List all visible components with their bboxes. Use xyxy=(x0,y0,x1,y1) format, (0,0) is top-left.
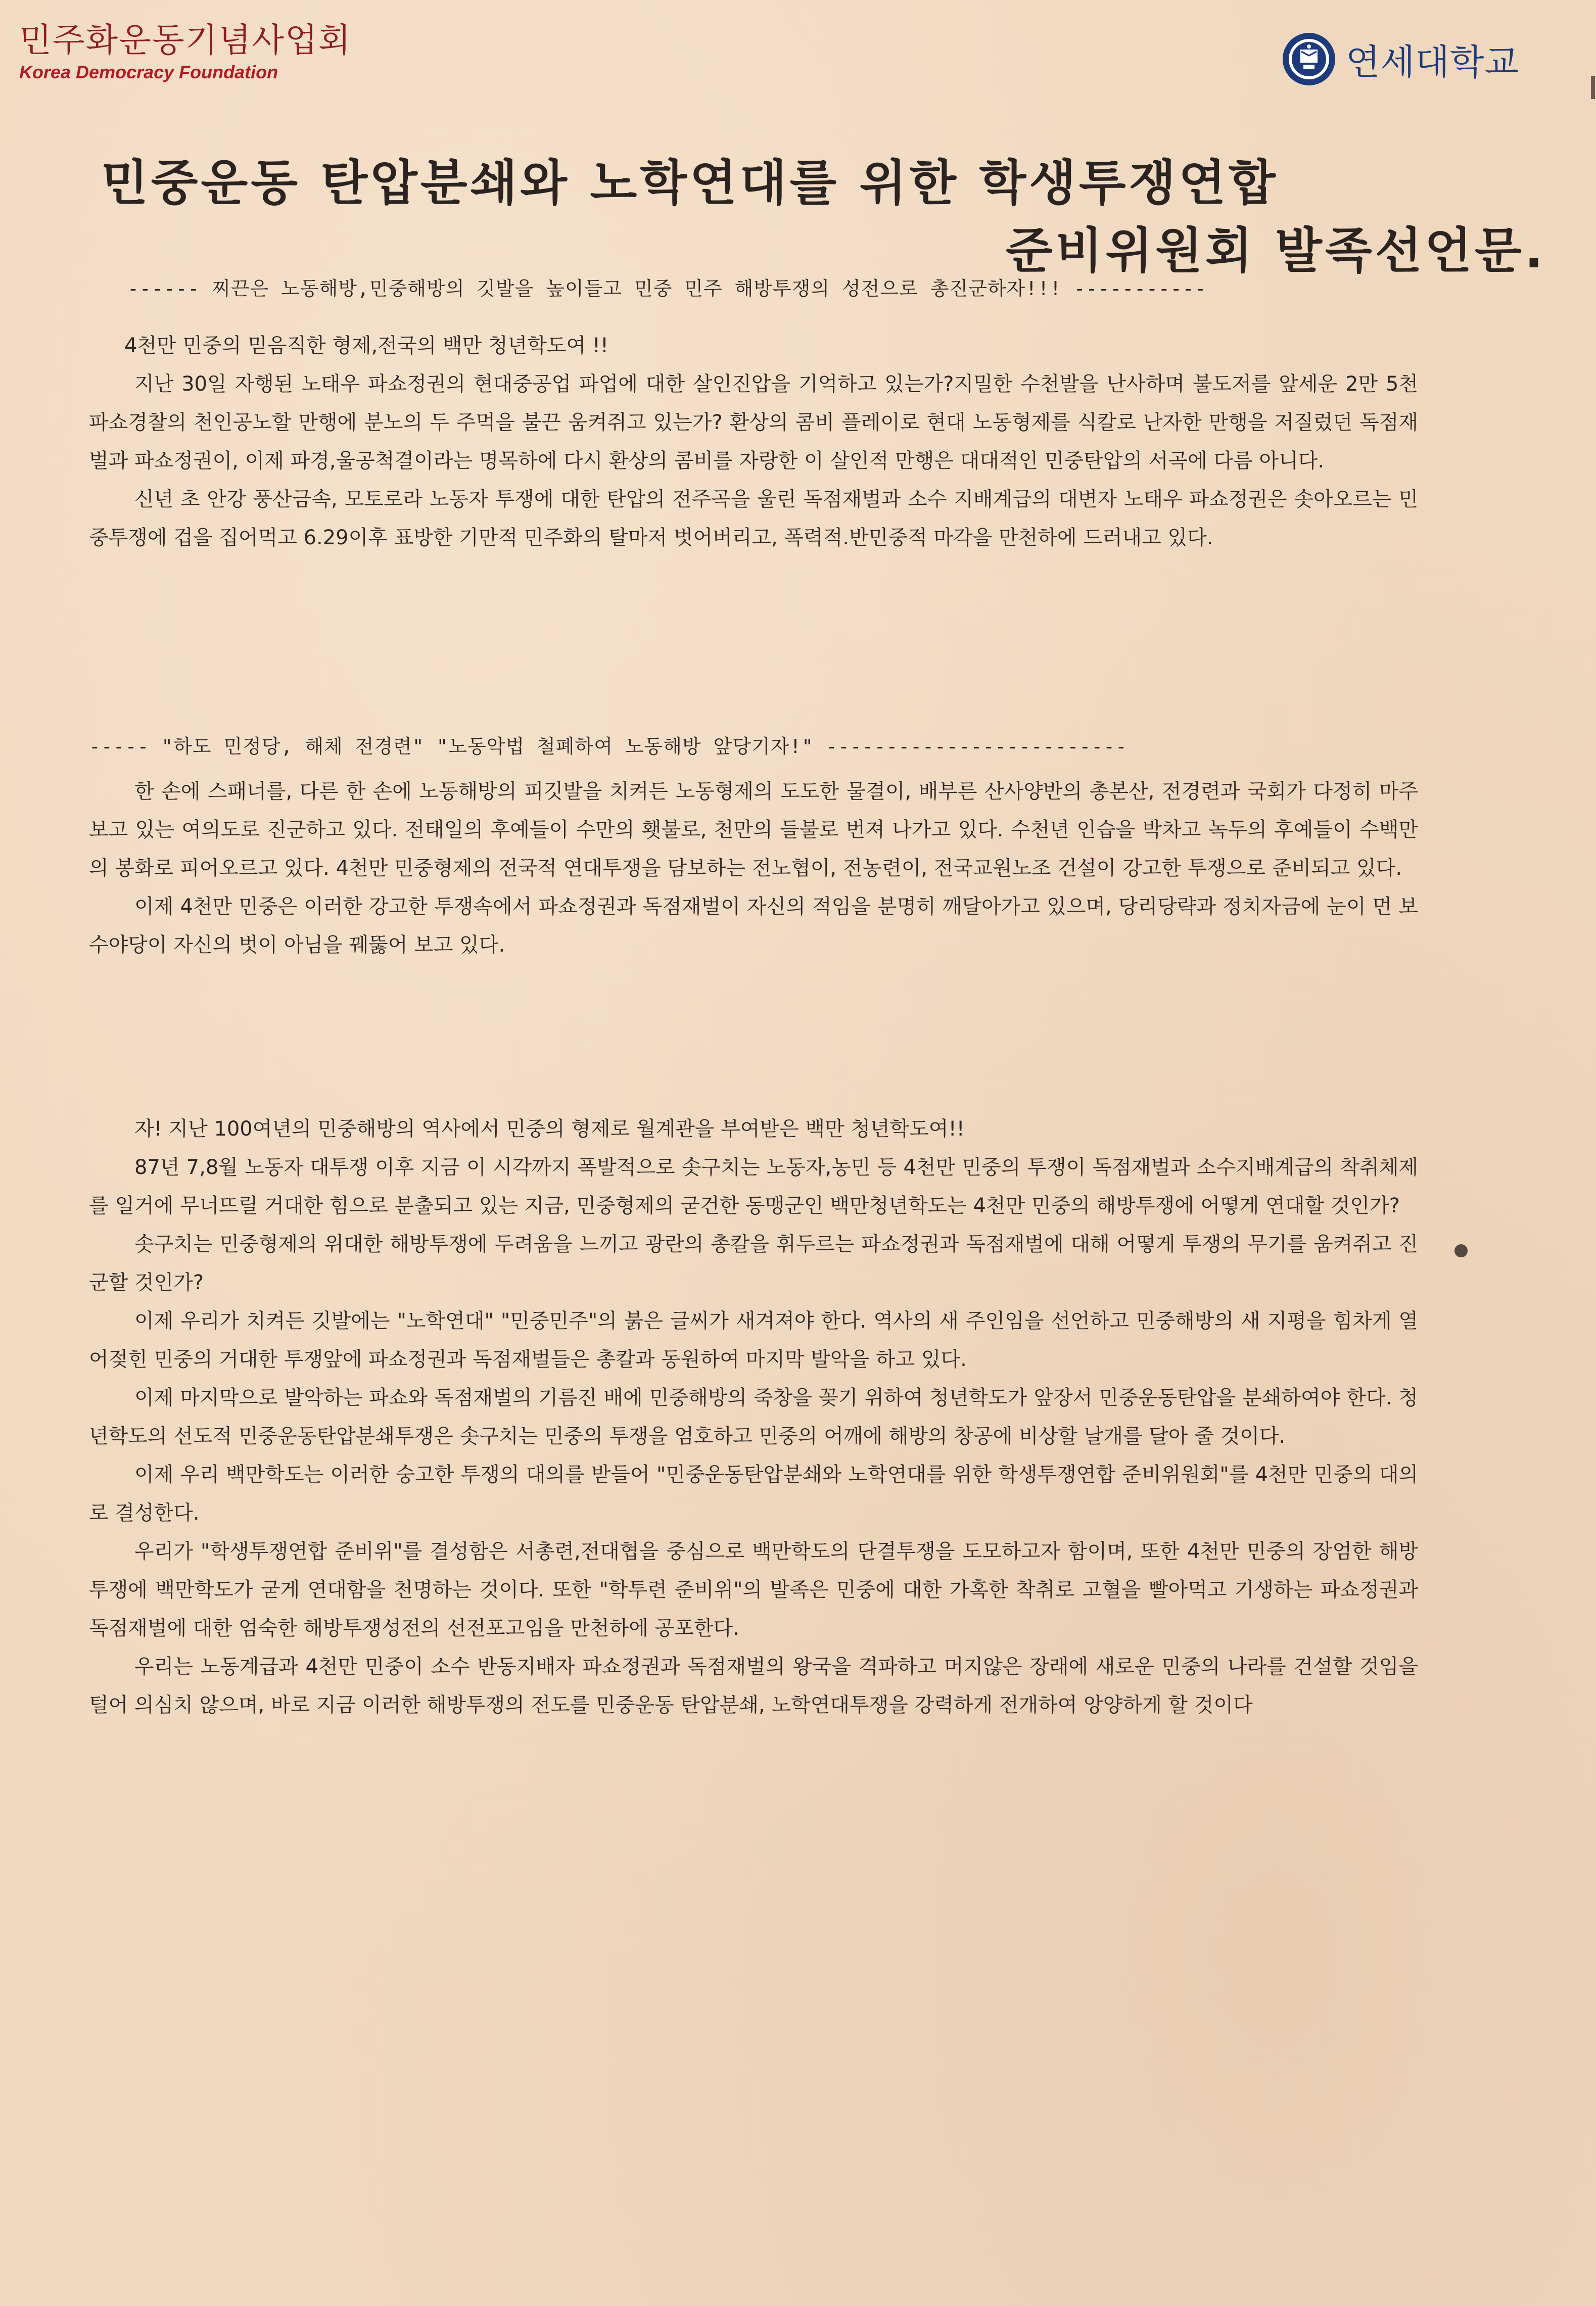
university-logo xyxy=(1281,26,1584,92)
university-name: 연세대학교 xyxy=(1346,41,1520,83)
foundation-korean-name: 민주화운동기념사업회 xyxy=(19,21,352,60)
document-subtitle: ------ 찌끈은 노동해방,민중해방의 깃발을 높이들고 민중 민주 해방투쟁의 성전으로 총진군하자!!! ----------- xyxy=(127,277,1207,300)
paragraph: 이제 마지막으로 발악하는 파쇼와 독점재벌의 기름진 배에 민중해방의 죽창을 꽂기 위하여 청년학도가 앞장서 민중운동탄압을 분쇄하여야 한다. 청년학도의 선도적 민중운동탄압분쇄투쟁은 솟구치는 민중의 투쟁을 엄호하고 민중의 어깨에 해방의 창공에 비상할 날개를 달아 줄 것이다. xyxy=(89,1386,1418,1448)
paragraph: 지난 30일 자행된 노태우 파쇼정권의 현대중공업 파업에 대한 살인진압을 기억하고 있는가?지밀한 수천발을 난사하며 불도저를 앞세운 2만 5천 파쇼경찰의 천인공노할 만행에 분노의 두 주먹을 불끈 움켜쥐고 있는가? 환상의 콤비 플레이로 현대 노동형제를 식칼로 난자한 만행을 저질렀던 독점재벌과 파쇼정권이, 이제 파경,울공척결이라는 명목하에 다시 환상의 콤비를 자랑한 이 살인적 만행은 대대적인 민중탄압의 서곡에 다름 아니다. xyxy=(89,372,1418,473)
paragraph: 87년 7,8월 노동자 대투쟁 이후 지금 이 시각까지 폭발적으로 솟구치는 노동자,농민 등 4천만 민중의 투쟁이 독점재벌과 소수지배계급의 착취체제를 일거에 무너뜨릴 거대한 힘으로 분출되고 있는 지금, 민중형제의 굳건한 동맹군인 백만청년학도는 4천만 민중의 해방투쟁에 어떻게 연대할 것인가? xyxy=(89,1156,1418,1217)
paragraph: 우리는 노동계급과 4천만 민중이 소수 반동지배자 파쇼정권과 독점재벌의 왕국을 격파하고 머지않은 장래에 새로운 민중의 나라를 건설할 것임을 털어 의심치 않으며, 바로 지금 이러한 해방투쟁의 전도를 민중운동 탄압분쇄, 노학연대투쟁을 강력하게 전개하여 앙양하게 할 것이다 xyxy=(89,1655,1418,1717)
paragraph: 이제 우리가 치켜든 깃발에는 "노학연대" "민중민주"의 붉은 글씨가 새겨져야 한다. 역사의 새 주인임을 선언하고 민중해방의 새 지평을 힘차게 열어젖힌 민중의 거대한 투쟁앞에 파쇼정권과 독점재벌들은 총칼과 동원하여 마지막 발악을 하고 있다. xyxy=(89,1309,1418,1371)
document-title-line2: 준비위원회 발족선언문. xyxy=(1006,222,1546,279)
section-intro xyxy=(89,326,1418,557)
university-seal-icon xyxy=(1281,31,1337,87)
page-edge-mark xyxy=(1591,76,1595,99)
paragraph: 솟구치는 민중형제의 위대한 해방투쟁에 두려움을 느끼고 광란의 총칼을 휘두르는 파쇼정권과 독점재벌에 대해 어떻게 투쟁의 무기를 움켜쥐고 진군할 것인가? xyxy=(89,1233,1418,1294)
paragraph: 4천만 민중의 믿음직한 형제,전국의 백만 청년학도여 !! xyxy=(124,334,608,357)
section-declaration xyxy=(89,1110,1418,1724)
foundation-english-name: Korea Democracy Foundation xyxy=(19,62,278,82)
section-march xyxy=(89,772,1418,964)
paragraph: 한 손에 스패너를, 다른 한 손에 노동해방의 피깃발을 치켜든 노동형제의 도도한 물결이, 배부른 산사양반의 총본산, 전경련과 국회가 다정히 마주보고 있는 여의도로 진군하고 있다. 전태일의 후예들이 수만의 횃불로, 천만의 들불로 번져 나가고 있다. 수천년 인습을 박차고 녹두의 후예들이 수백만의 봉화로 피어오르고 있다. 4천만 민중형제의 전국적 연대투쟁을 담보하는 전노협이, 전농련이, 전국교원노조 건설이 강고한 투쟁으로 준비되고 있다. xyxy=(89,780,1418,880)
foundation-logo xyxy=(19,20,353,96)
document-title: 민중운동 탄압분쇄와 노학연대를 위한 학생투쟁연합 xyxy=(101,155,1279,211)
slogan-line: ----- "하도 민정당, 해체 전경련" "노동악법 철폐하여 노동해방 앞당기자!" ------------------------- xyxy=(89,735,1128,758)
paragraph: 이제 우리 백만학도는 이러한 숭고한 투쟁의 대의를 받들어 "민중운동탄압분쇄와 노학연대를 위한 학생투쟁연합 준비위원회"를 4천만 민중의 대의로 결성한다. xyxy=(89,1463,1418,1525)
paragraph: 자! 지난 100여년의 민중해방의 역사에서 민중의 형제로 월계관을 부여받은 백만 청년학도여!! xyxy=(134,1117,965,1141)
paragraph: 우리가 "학생투쟁연합 준비위"를 결성함은 서총련,전대협을 중심으로 백만학도의 단결투쟁을 도모하고자 함이며, 또한 4천만 민중의 장엄한 해방투쟁에 백만학도가 굳게 연대함을 천명하는 것이다. 또한 "학투련 준비위"의 발족은 민중에 대한 가혹한 착취로 고혈을 빨아먹고 기생하는 파쇼정권과 독점재벌에 대한 엄숙한 해방투쟁성전의 선전포고임을 만천하에 공포한다. xyxy=(89,1540,1418,1640)
paragraph: 이제 4천만 민중은 이러한 강고한 투쟁속에서 파쇼정권과 독점재벌이 자신의 적임을 분명히 깨달아가고 있으며, 당리당략과 정치자금에 눈이 먼 보수야당이 자신의 벗이 아님을 꿰뚫어 보고 있다. xyxy=(89,895,1418,957)
punch-hole xyxy=(1454,1244,1468,1257)
paragraph: 신년 초 안강 풍산금속, 모토로라 노동자 투쟁에 대한 탄압의 전주곡을 울린 독점재벌과 소수 지배계급의 대변자 노태우 파쇼정권은 솟아오르는 민중투쟁에 겁을 집어먹고 6.29이후 표방한 기만적 민주화의 탈마저 벗어버리고, 폭력적.반민중적 마각을 만천하에 드러내고 있다. xyxy=(89,488,1418,549)
